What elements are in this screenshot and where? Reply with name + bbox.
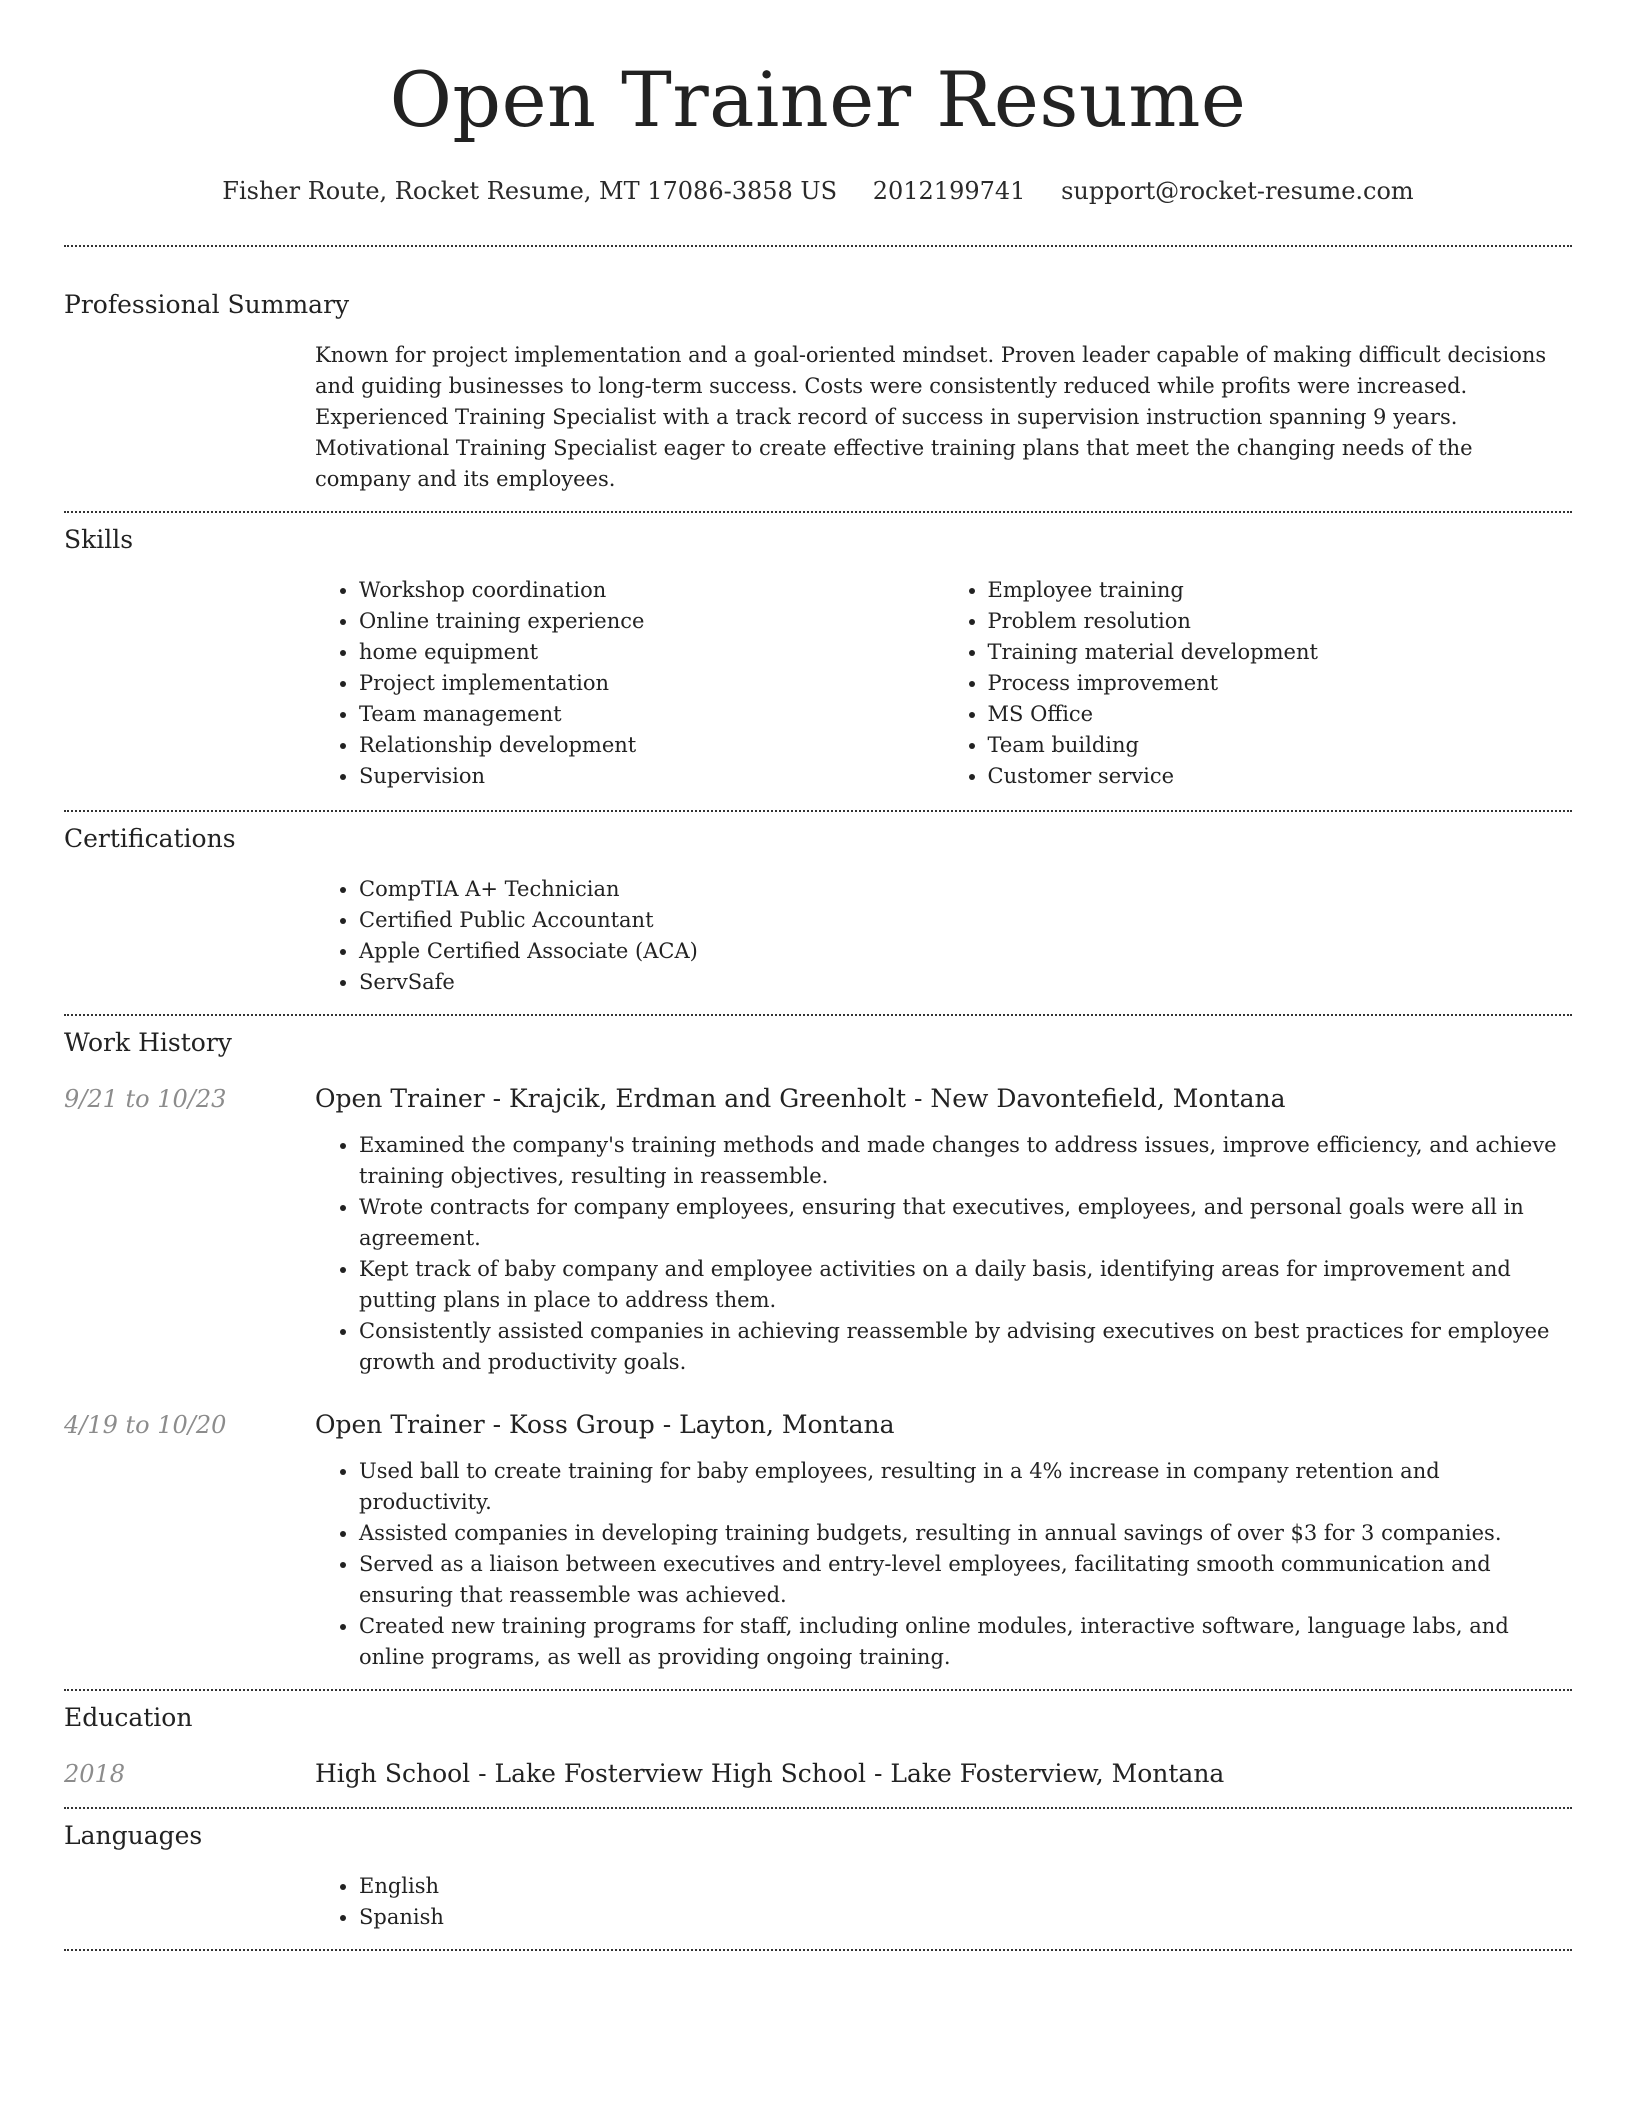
work-entry [64,1408,1572,1673]
skills-content [315,575,1572,792]
certifications-section [64,812,1572,1014]
work-entry-header [64,1082,1572,1116]
resume-header [64,0,1572,208]
work-entry-title: Open Trainer - Koss Group - Layton, Montana [315,1410,895,1439]
work-entry-date: 9/21 to 10/23 [64,1085,227,1113]
work-entry-title: Open Trainer - Krajcik, Erdman and Greenholt - New Davontefield, Montana [315,1084,1286,1113]
summary-title: Professional Summary [64,290,350,319]
section-divider [64,1949,1572,1951]
work-entry [64,1082,1572,1378]
list-item: • Consistently assisted companies in achieving reassemble by advising executives on best practices for employee growth and productivity goals. [359,1316,1572,1378]
languages-content [315,1871,1572,1933]
list-item: • home equipment [359,637,944,668]
languages-list [315,1871,1572,1933]
list-item: • Employee training [988,575,1573,606]
certifications-title: Certifications [64,824,236,853]
list-item: • Training material development [988,637,1573,668]
skills-list-right [944,575,1573,792]
list-item: • Created new training programs for staff, including online modules, interactive software, language labs, and online programs, as well as providing ongoing training. [359,1611,1572,1673]
work-entry-bullets [315,1456,1572,1673]
skills-list-left [315,575,944,792]
work-entry-header [64,1408,1572,1442]
education-entry-title: High School - Lake Fosterview High School - Lake Fosterview, Montana [315,1759,1225,1788]
list-item: • Relationship development [359,730,944,761]
list-item: • Spanish [359,1902,1572,1933]
resume-name: Open Trainer Resume [389,55,1247,144]
skills-title: Skills [64,525,134,554]
contact-address: Fisher Route, Rocket Resume, MT 17086-3858 US [222,177,838,205]
summary-text: Known for project implementation and a goal-oriented mindset. Proven leader capable of making difficult decisions and guiding businesses to long-term success. Costs were consistently reduced while profits were increased. Experienced Training Specialist with a track record of success in supervision instruction spanning 9 years. Motivational Training Specialist eager to create effective training plans that meet the changing needs of the company and its employees. [315,343,1547,491]
certifications-list [315,874,1572,998]
education-section [64,1691,1572,1807]
languages-section [64,1809,1572,1949]
list-item: • MS Office [988,699,1573,730]
list-item: • CompTIA A+ Technician [359,874,1572,905]
list-item: • Certified Public Accountant [359,905,1572,936]
resume-page [64,0,1572,1951]
work-section [64,1016,1572,1689]
education-date: 2018 [64,1760,126,1788]
list-item: • Workshop coordination [359,575,944,606]
list-item: • ServSafe [359,967,1572,998]
skills-section [64,513,1572,810]
list-item: • Wrote contracts for company employees, ensuring that executives, employees, and personal goals were all in agreement. [359,1192,1572,1254]
certifications-content [315,874,1572,998]
list-item: • Project implementation [359,668,944,699]
contact-line [64,174,1572,208]
list-item: • Supervision [359,761,944,792]
education-title: Education [64,1703,193,1732]
list-item: • Process improvement [988,668,1573,699]
work-entry-bullets [315,1130,1572,1378]
list-item: • Used ball to create training for baby employees, resulting in a 4% increase in company retention and productivity. [359,1456,1572,1518]
list-item: • Kept track of baby company and employee activities on a daily basis, identifying areas for improvement and putting plans in place to address them. [359,1254,1572,1316]
list-item: • Apple Certified Associate (ACA) [359,936,1572,967]
list-item: • English [359,1871,1572,1902]
list-item: • Examined the company's training methods and made changes to address issues, improve efficiency, and achieve training objectives, resulting in reassemble. [359,1130,1572,1192]
contact-email: support@rocket-resume.com [1061,177,1414,205]
summary-content [315,340,1572,495]
languages-title: Languages [64,1821,203,1850]
list-item: • Served as a liaison between executives and entry-level employees, facilitating smooth communication and ensuring that reassemble was achieved. [359,1549,1572,1611]
summary-section [64,247,1572,511]
list-item: • Assisted companies in developing training budgets, resulting in annual savings of over $3 for 3 companies. [359,1518,1572,1549]
work-entry-details [315,1130,1572,1378]
contact-phone: 2012199741 [872,177,1026,205]
list-item: • Customer service [988,761,1573,792]
work-entry-details [315,1456,1572,1673]
work-entry-date: 4/19 to 10/20 [64,1411,227,1439]
list-item: • Team management [359,699,944,730]
work-title: Work History [64,1028,232,1057]
list-item: • Team building [988,730,1573,761]
education-entry [64,1757,1572,1791]
list-item: • Problem resolution [988,606,1573,637]
list-item: • Online training experience [359,606,944,637]
